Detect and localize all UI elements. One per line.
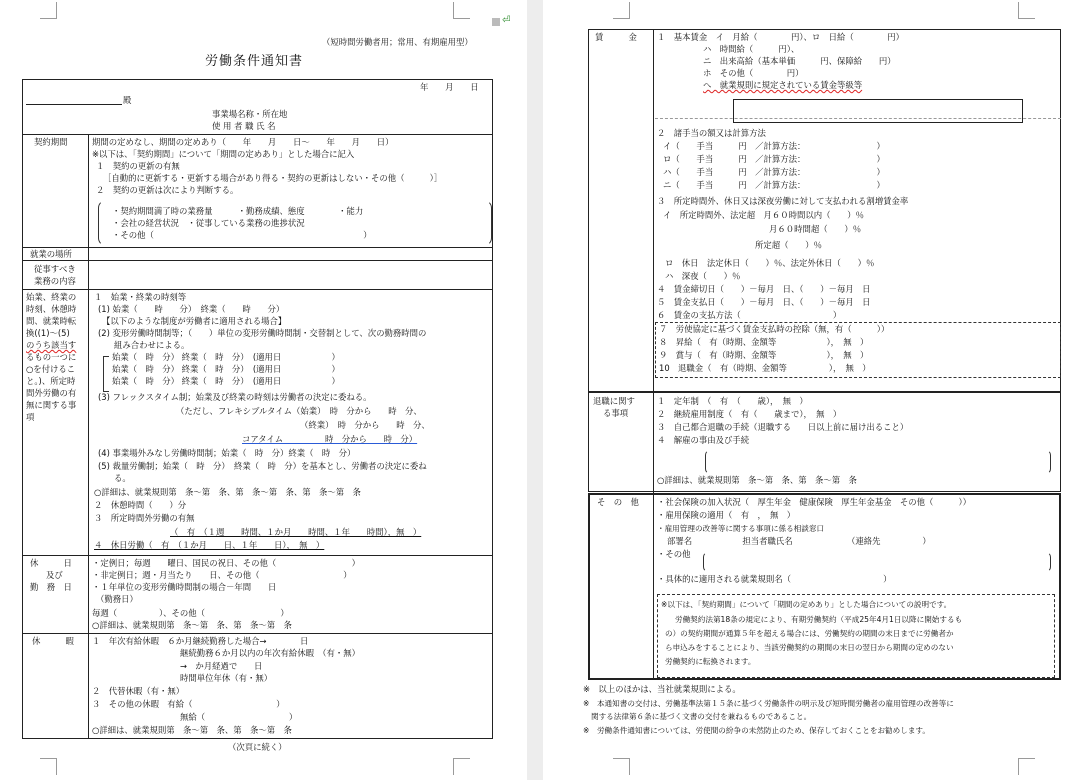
contract-line[interactable]: ［自動的に更新する・更新する場合があり得る・契約の更新はしない・その他（ ）］ (103, 173, 443, 183)
footnote: ※ 本通知書の交付は、労働基準法第１５条に基づく労働条件の明示及び短時間労働者の雇用管理の改善等に (583, 699, 954, 708)
crop-mark (453, 758, 470, 775)
shift-line[interactable]: 始業（ 時 分） 終業（ 時 分） (適用日 ） (112, 364, 340, 374)
addressee-line (26, 104, 122, 105)
leave-line[interactable]: ２ 代替休暇（有・無） (92, 686, 185, 696)
leave-line[interactable]: １ 年次有給休暇 ６か月継続勤務した場合→ 日 (92, 636, 309, 646)
hours-line[interactable]: (5) 裁量労働制；始業（ 時 分） 終業（ 時 分）を基本とし、労働者の決定に委ね (98, 461, 427, 471)
continued-note: （次頁に続く） (228, 742, 287, 752)
contract-line[interactable]: 期間の定めなし、期間の定めあり（ 年 月 日～ 年 月 日） (92, 137, 394, 147)
hours-label: るもの一つに (26, 352, 77, 362)
leave-label: 休 暇 (32, 636, 74, 646)
addressee-suffix: 殿 (123, 95, 132, 105)
wage-line[interactable]: ４ 賃金締切日（ ）－毎月 日、（ ）－毎月 日 (657, 284, 871, 294)
allowance-line[interactable]: ハ（ 手当 円 ／計算方法： ） (663, 167, 885, 177)
shift-line[interactable]: 始業（ 時 分） 終業（ 時 分） (適用日 ） (112, 376, 340, 386)
hours-line[interactable]: (4) 事業場外みなし労働時間制；始業（ 時 分）終業（ 時 分） (98, 448, 356, 458)
wage-line[interactable]: 10 退職金（ 有（時期、金額等 ）， 無 ） (659, 363, 871, 373)
other-label: そ の 他 (597, 497, 639, 507)
document-title: 労働条件通知書 (205, 54, 304, 69)
shift-line[interactable]: 始業（ 時 分） 終業（ 時 分） (適用日 ） (112, 352, 340, 362)
allowance-line[interactable]: ロ（ 手当 円 ／計算方法： ） (663, 154, 885, 164)
crop-mark (613, 758, 630, 775)
retirement-line[interactable]: １ 定年制 （ 有 （ 歳）， 無 ） (657, 396, 808, 406)
other-line: ・その他 (657, 549, 691, 559)
conversion-note: ら申込みをすることにより、当該労働契約の期間の末日の翌日から期間の定めのない (665, 643, 954, 652)
premium-line[interactable]: 月６０時間超（ ）％ (769, 224, 862, 234)
rules-reference[interactable]: ○詳細は、就業規則第 条～第 条、第 条～第 条 (92, 725, 292, 735)
hours-label: 項 (26, 412, 35, 422)
wage-line[interactable]: １ 基本賃金 イ 月給（ 円）、ロ 日給（ 円） (657, 32, 905, 42)
conversion-note: ※以下は、「契約期間」について「期間の定めあり」とした場合についての説明です。 (661, 600, 952, 609)
contract-label: 契約期間 (34, 137, 68, 147)
rules-reference[interactable]: ○詳細は、就業規則第 条～第 条、第 条～第 条 (92, 620, 292, 630)
duties-label: 従事すべき (34, 264, 76, 274)
crop-mark (1018, 758, 1035, 775)
hours-label: 間、就業時転 (26, 316, 77, 326)
conversion-note: の）の契約期間が通算５年を超える場合には、労働契約の期間の末日までに労働者か (665, 629, 954, 638)
holidays-line[interactable]: ・定例日；毎週 曜日、国民の祝日、その他（ ） (92, 558, 360, 568)
other-line[interactable]: ・社会保険の加入状況（ 厚生年金 健康保険 厚生年金基金 その他（ ）） (657, 497, 972, 507)
hours-line[interactable]: （ 有 （１週 時間、１か月 時間、１年 時間），無 ） (170, 527, 422, 537)
hours-line[interactable]: (3) フレックスタイム制；始業及び終業の時刻は労働者の決定に委ねる。 (98, 392, 372, 402)
hours-line[interactable]: ４ 休日労働（ 有 （１か月 日、１年 日）， 無 ） (94, 540, 325, 550)
other-bracket[interactable] (703, 552, 1051, 572)
leave-line[interactable]: 無給（ ） (180, 712, 298, 722)
hours-line[interactable]: (2) 変形労働時間制等；（ ）単位の変形労働時間制・交替制として、次の勤務時間の (98, 328, 427, 338)
wage-line[interactable]: ６ 賃金の支払方法（ ） (657, 310, 842, 320)
holidays-line[interactable]: ・１年単位の変形労働時間制の場合－年間 日 (92, 582, 277, 592)
contract-line[interactable]: ・その他（ ） (112, 230, 372, 240)
allowance-line[interactable]: ニ（ 手当 円 ／計算方法： ） (663, 180, 885, 190)
allowance-line[interactable]: イ（ 手当 円 ／計算方法： ） (663, 141, 885, 151)
employer-address-label: 事業場名称・所在地 (212, 109, 288, 119)
hours-label: 間外労働の有 (26, 388, 77, 398)
footnote: 関する法律第６条に基づく文書の交付を兼ねるものであること。 (591, 712, 812, 721)
other-line: ・雇用管理の改善等に関する事項に係る相談窓口 (657, 524, 825, 533)
crop-mark (1018, 2, 1035, 19)
retirement-line: ４ 解雇の事由及び手続 (657, 435, 750, 445)
wage-line[interactable]: ８ 昇給（ 有（時期、金額等 ）， 無 ） (659, 337, 869, 347)
footnote: ※ 労働条件通知書については、労使間の紛争の未然防止のため、保存しておくことをお勧めします。 (583, 726, 931, 735)
wage-line[interactable]: ニ 出来高給（基本単価 円、保障給 円） (703, 56, 896, 66)
wage-line: へ 就業規則に規定されている賃金等級等 (703, 80, 863, 90)
hours-line: １ 始業・終業の時刻等 (94, 292, 187, 302)
hours-line[interactable]: コアタイム 時 分から 時 分） (242, 434, 418, 444)
hours-label: 始業、終業の (26, 292, 77, 302)
contract-line: ２ 契約の更新は次により判断する。 (96, 185, 239, 195)
crop-mark (613, 2, 630, 19)
holidays-line[interactable]: 毎週（ ）、その他（ ） (92, 608, 289, 618)
label-column-divider (88, 134, 89, 739)
holidays-line: （勤務日） (96, 594, 138, 604)
retirement-label: る事項 (603, 408, 629, 418)
document-page-1 (0, 0, 527, 780)
usage-type: （短時間労働者用；常用、有期雇用型） (322, 37, 473, 47)
hours-label: と。)、所定時 (26, 376, 76, 386)
hours-label: 時刻、休憩時 (26, 304, 77, 314)
other-line[interactable]: 部署名 担当者職氏名 （連絡先 ） (667, 536, 931, 546)
leave-line[interactable]: 継続勤務６か月以内の年次有給休暇 （有・無） (180, 648, 361, 658)
leave-line[interactable]: ３ その他の休暇 有給（ ） (92, 699, 285, 709)
anchor-icon[interactable] (492, 18, 500, 26)
hours-line[interactable]: （ただし、フレキシブルタイム（始業） 時 分から 時 分、 (176, 406, 422, 416)
hours-label: 無に関する事 (26, 400, 77, 410)
hours-label: 換((1)～(5) (26, 328, 70, 338)
wage-line[interactable]: ７ 労使協定に基づく賃金支払時の控除（無，有（ ）） (659, 324, 890, 334)
conversion-note: 労働契約に転換されます。 (665, 657, 756, 666)
retirement-line[interactable]: ２ 継続雇用制度（ 有（ 歳まで）， 無 ） (657, 409, 842, 419)
contract-line[interactable]: ・会社の経営状況 ・従事している業務の進捗状況 (112, 218, 305, 228)
wage-line[interactable]: ５ 賃金支払日（ ）－毎月 日、（ ）－毎月 日 (657, 297, 871, 307)
hours-line[interactable]: （終業） 時 分から 時 分、 (300, 420, 430, 430)
workplace-label: 就業の場所 (30, 249, 72, 259)
employer-name-label: 使 用 者 職 氏 名 (212, 121, 276, 131)
crop-mark (40, 758, 57, 775)
dismissal-bracket[interactable] (705, 450, 1051, 474)
wage-line[interactable]: ホ その他（ 円） (703, 68, 804, 78)
hours-line: る。 (114, 473, 131, 483)
retirement-line[interactable]: ３ 自己都合退職の手続（退職する 日以上前に届け出ること） (657, 422, 909, 432)
holidays-label: 及び (46, 570, 63, 580)
leave-line[interactable]: → か月経過で 日 (180, 661, 263, 671)
holidays-label: 休 日 (30, 558, 72, 568)
other-line[interactable]: ・雇用保険の適用（ 有 ， 無 ） (657, 510, 796, 520)
holidays-label: 勤 務 日 (30, 582, 72, 592)
wage-line[interactable]: ９ 賞与（ 有（時期、金額等 ）， 無 ） (659, 350, 869, 360)
contract-line: ※以下は、「契約期間」について「期間の定めあり」とした場合に記入 (92, 149, 355, 159)
shift-bracket (103, 356, 109, 392)
crop-mark (40, 2, 57, 19)
premium-line[interactable]: ロ 休日 法定休日（ ）％、法定外休日（ ）％ (665, 258, 875, 268)
retirement-label: 退職に関す (593, 396, 635, 406)
wage-line: ３ 所定時間外、休日又は深夜労働に対して支払われる割増賃金率 (657, 196, 909, 206)
footnote: ※ 以上のほかは、当社就業規則による。 (583, 684, 741, 694)
rules-reference[interactable]: ○詳細は、就業規則第 条～第 条、第 条～第 条、第 条～第 条 (94, 487, 361, 497)
leave-line[interactable]: 時間単位年休（有・無） (180, 673, 273, 683)
hours-line[interactable]: ２ 休憩時間（ ）分 (94, 500, 187, 510)
date-fields[interactable]: 年 月 日 (420, 82, 479, 92)
contract-line: １ 契約の更新の有無 (96, 161, 180, 171)
hours-label: のうち該当す (26, 340, 77, 350)
hours-line: ３ 所定時間外労働の有無 (94, 513, 195, 523)
wage-grade-textbox[interactable] (733, 99, 1023, 123)
hours-line[interactable]: (1) 始業（ 時 分） 終業（ 時 分） (98, 304, 285, 314)
hours-line: 【以下のような制度が労働者に適用される場合】 (102, 316, 287, 326)
contract-line[interactable]: ・契約期間満了時の業務量 ・勤務成績、態度 ・能力 (112, 206, 364, 216)
document-page-2 (543, 0, 1088, 780)
return-arrow-icon: ⏎ (502, 15, 511, 26)
wage-line: ２ 諸手当の額又は計算方法 (657, 128, 766, 138)
premium-line[interactable]: 所定超（ ）％ (755, 240, 822, 250)
hours-line: 組み合わせによる。 (114, 340, 190, 350)
crop-mark (453, 2, 470, 19)
hours-label: ○を付けるこ (26, 364, 76, 374)
other-line[interactable]: ・具体的に適用される就業規則名（ ） (657, 574, 892, 584)
holidays-line[interactable]: ・非定例日；週・月当たり 日、その他（ ） (92, 570, 352, 580)
wage-line[interactable]: ハ 時間給（ 円）、 (703, 44, 800, 54)
wage-label: 賃 金 (595, 32, 637, 42)
conversion-note: 労働契約法第18条の規定により、有期労働契約（平成25年4月1日以降に開始するも (675, 615, 963, 624)
rules-reference[interactable]: ○詳細は、就業規則第 条～第 条、第 条～第 条 (657, 475, 857, 485)
duties-label: 業務の内容 (34, 276, 76, 286)
premium-line[interactable]: イ 所定時間外、法定超 月６０時間以内（ ）％ (663, 210, 864, 220)
premium-line[interactable]: ハ 深夜（ ）％ (665, 271, 741, 281)
